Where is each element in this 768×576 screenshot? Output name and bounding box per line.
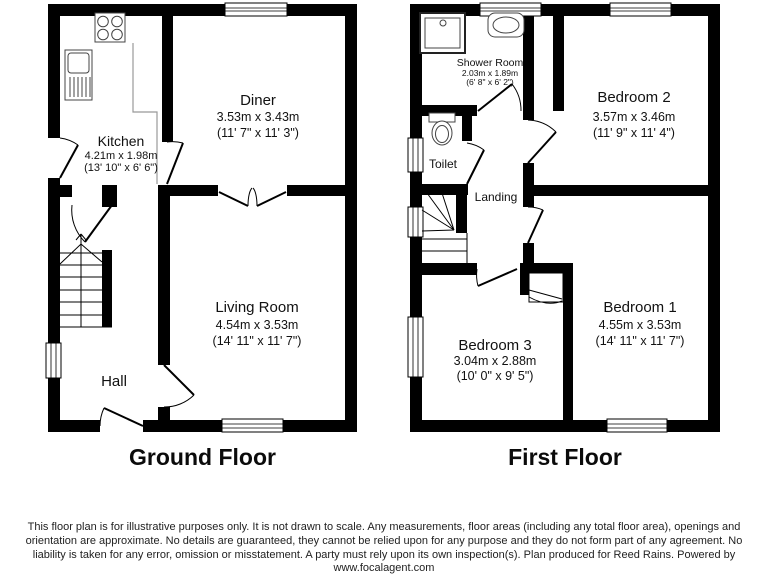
disclaimer-line website-link: www.focalagent.com	[333, 562, 435, 575]
diner-dim-imperial: (11' 7" x 11' 3")	[217, 126, 299, 140]
bedroom-1-label: Bedroom 1	[603, 299, 677, 316]
door-swing-icon	[477, 269, 517, 286]
ground-exterior-walls	[48, 4, 357, 432]
door-swing-icon	[528, 120, 556, 163]
window-icon	[408, 138, 423, 172]
bedroom-3-dim-imperial: (10' 0" x 9' 5")	[456, 369, 534, 383]
door-swing-icon	[100, 408, 143, 426]
hall-label: Hall	[101, 373, 127, 390]
diner-dim-metric: 3.53m x 3.43m	[216, 110, 300, 124]
wc-toilet-icon	[429, 113, 455, 145]
door-swing-icon	[528, 207, 543, 243]
door-swing-icon	[167, 142, 183, 184]
disclaimer-text	[14, 521, 754, 576]
ground-doors	[60, 138, 286, 426]
window-icon	[408, 207, 423, 237]
door-swing-icon	[164, 365, 194, 407]
bedroom-3-dim-metric: 3.04m x 2.88m	[453, 354, 537, 368]
double-door-icon	[219, 188, 286, 206]
first-floor-title: First Floor	[508, 444, 622, 470]
window-icon	[408, 317, 423, 377]
shower-room-dim-imperial: (6' 8" x 6' 2")	[466, 77, 514, 87]
disclaimer-line: orientation are approximate. No details are guaranteed, they cannot be relied upon for any purpose and they do not form part of any agreement. No	[25, 534, 743, 547]
wash-basin-icon	[488, 13, 524, 37]
bedroom-3-label: Bedroom 3	[458, 337, 532, 354]
bedroom-2-label: Bedroom 2	[597, 89, 671, 106]
disclaimer-line: This floor plan is for illustrative purposes only. It is not drawn to scale. Any measurements, floor areas (including any total floor area), openings and	[27, 521, 741, 533]
bedroom-2-dim-imperial: (11' 9" x 11' 4")	[593, 126, 675, 140]
door-swing-icon	[72, 205, 112, 242]
first-floor-plan	[408, 3, 720, 432]
window-icon	[607, 419, 667, 432]
bedroom-1-dim-imperial: (14' 11" x 11' 7")	[595, 334, 685, 348]
bedroom-1-dim-metric: 4.55m x 3.53m	[598, 318, 682, 332]
door-swing-icon	[60, 138, 78, 178]
living-room-label: Living Room	[215, 299, 299, 316]
window-icon	[222, 419, 283, 432]
door-swing-icon	[478, 84, 521, 111]
bedroom-2-dim-metric: 3.57m x 3.46m	[592, 110, 676, 124]
ground-floor-title: Ground Floor	[129, 444, 276, 470]
window-icon	[610, 3, 671, 16]
ground-floor-plan	[46, 3, 357, 432]
landing-label: Landing	[474, 190, 518, 204]
diner-label: Diner	[240, 92, 276, 109]
ground-room-labels	[84, 92, 301, 390]
kitchen-dim-metric: 4.21m x 1.98m	[84, 150, 158, 162]
toilet-label: Toilet	[428, 157, 458, 171]
stove-hob-icon	[95, 13, 125, 42]
door-swing-icon	[467, 143, 484, 184]
built-in-cupboard-icon	[529, 273, 563, 303]
kitchen-dim-imperial: (13' 10" x 6' 6")	[84, 162, 158, 174]
window-icon	[225, 3, 287, 16]
kitchen-label: Kitchen	[97, 133, 145, 149]
shower-room-label: Shower Room	[456, 57, 524, 69]
living-room-dim-imperial: (14' 11" x 11' 7")	[212, 334, 302, 348]
living-room-dim-metric: 4.54m x 3.53m	[215, 318, 299, 332]
shower-tray-icon	[420, 13, 465, 53]
shower-room-dim-metric: 2.03m x 1.89m	[461, 68, 519, 78]
kitchen-sink-icon	[65, 50, 92, 100]
window-icon	[46, 343, 61, 378]
disclaimer-line: liability is taken for any error, omission or misstatement. A party must rely upon its own inspection(s). Plan produced for Reed Rains. Powered by	[32, 548, 736, 561]
